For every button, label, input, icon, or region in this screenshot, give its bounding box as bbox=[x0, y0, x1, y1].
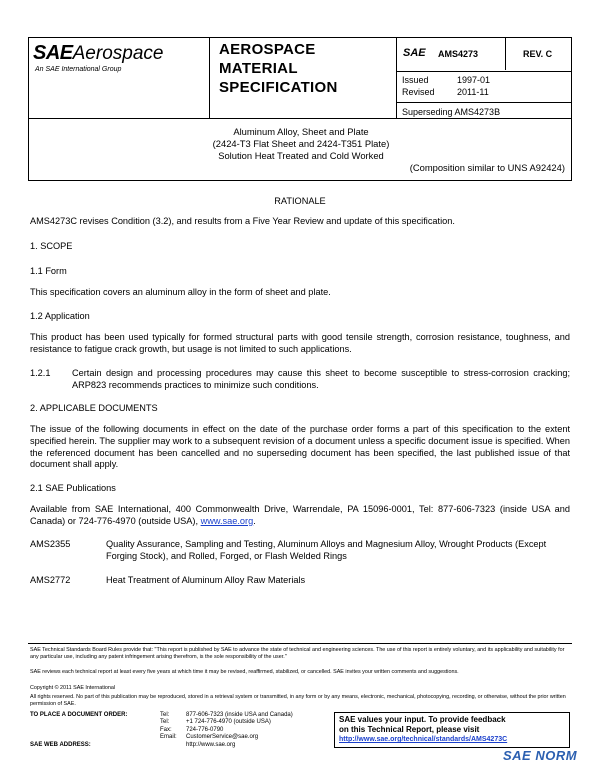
section-1-2-1-number: 1.2.1 bbox=[30, 368, 51, 378]
revised-label: Revised bbox=[402, 87, 435, 97]
rationale-heading: RATIONALE bbox=[274, 196, 326, 206]
sae-web-address[interactable]: http://www.sae.org bbox=[186, 741, 236, 748]
section-2-1-heading: 2.1 SAE Publications bbox=[30, 483, 116, 493]
section-2-1-text: Available from SAE International, 400 Commonwealth Drive, Warrendale, PA 15096-0001, Tel: 877-606-7323 (inside USA and Canada) or 724-776-4970 (outside USA), www.sae.org. bbox=[30, 504, 570, 526]
reference-code: AMS2772 bbox=[30, 575, 71, 585]
footer-rule bbox=[28, 643, 572, 644]
subject-box bbox=[28, 118, 572, 181]
section-1-heading: 1. SCOPE bbox=[30, 241, 73, 251]
customer-service-email[interactable]: CustomerService@sae.org bbox=[186, 734, 259, 741]
reference-title: Heat Treatment of Aluminum Alloy Raw Materials bbox=[106, 575, 306, 585]
sae-website-link[interactable]: www.sae.org bbox=[200, 515, 254, 526]
superseding-note: Superseding AMS4273B bbox=[402, 107, 501, 117]
section-1-2-text: This product has been used typically for formed structural parts with good tensile strength, corrosion resistance, toughness, and resistance to fatigue crack growth, but usage is not limited to such applications. bbox=[30, 332, 570, 354]
revision-label: REV. C bbox=[523, 49, 553, 59]
footer-rights-text: All rights reserved. No part of this publication may be reproduced, stored in a retrieval system or transmitted, in any form or by any means, electronic, mechanical, photocopying, recording, or otherwise, without the prior written permission of SAE. bbox=[30, 694, 566, 707]
web-address-label: SAE WEB ADDRESS: bbox=[30, 742, 91, 748]
order-label: TO PLACE A DOCUMENT ORDER: bbox=[30, 712, 128, 718]
sae-mark: SAE bbox=[403, 47, 426, 59]
section-1-2-1-text: Certain design and processing procedures may cause this sheet to become susceptible to stress-corrosion cracking; ARP823 recommends practices to minimize such conditions. bbox=[72, 368, 570, 390]
spec-number: AMS4273 bbox=[438, 49, 479, 59]
sae-norm-watermark: SAE NORM bbox=[503, 748, 578, 763]
subject-title: Aluminum Alloy, Sheet and Plate (2424-T3 Flat Sheet and 2424-T351 Plate) Solution Heat Treated and Cold Worked bbox=[212, 126, 390, 161]
footer-copyright: Copyright © 2011 SAE International bbox=[30, 685, 116, 691]
issued-date: 1997-01 bbox=[457, 75, 491, 85]
section-1-1-text: This specification covers an aluminum alloy in the form of sheet and plate. bbox=[30, 287, 331, 297]
composition-note: (Composition similar to UNS A92424) bbox=[409, 162, 565, 173]
feedback-box: SAE values your input. To provide feedback on this Technical Report, please visit http://www.sae.org/technical/standards/AMS4273C bbox=[334, 712, 570, 748]
footer-review-text: SAE reviews each technical report at least every five years at which time it may be revised, reaffirmed, stabilized, or cancelled. SAE invites your written comments and suggestions. bbox=[30, 669, 459, 675]
feedback-link[interactable]: http://www.sae.org/technical/standards/AMS4273C bbox=[339, 736, 508, 743]
footer-rules-text: SAE Technical Standards Board Rules provide that: "This report is published by SAE to advance the state of technical and engineering sciences. The use of this report is entirely voluntary, and its applicability and suitability for any particular use, including any patent infringement arising therefrom, is the sole responsibility of the user." bbox=[30, 647, 565, 660]
rationale-text: AMS4273C revises Condition (3.2), and results from a Five Year Review and update of this specification. bbox=[30, 216, 455, 226]
revised-date: 2011-11 bbox=[457, 87, 489, 97]
reference-code: AMS2355 bbox=[30, 539, 71, 549]
section-2-heading: 2. APPLICABLE DOCUMENTS bbox=[30, 403, 158, 413]
header-box bbox=[28, 37, 572, 119]
sae-aerospace-logo: SAEAerospace An SAE International Group bbox=[33, 42, 164, 73]
document-type-title: AEROSPACE MATERIAL SPECIFICATION bbox=[219, 41, 338, 96]
section-1-2-heading: 1.2 Application bbox=[30, 311, 90, 321]
order-contact-values: 877-606-7323 (inside USA and Canada) +1 724-776-4970 (outside USA) 724-776-0790 CustomerService@sae.org http://www.sae.org bbox=[186, 712, 293, 748]
issued-label: Issued bbox=[402, 75, 429, 85]
section-1-1-heading: 1.1 Form bbox=[30, 266, 67, 276]
reference-title: Quality Assurance, Sampling and Testing, Aluminum Alloys and Magnesium Alloy, Wrought Products (Except Forging Stock), and Rolled, Forged, or Flash Welded Rings bbox=[106, 539, 547, 561]
order-contact-labels: Tel: Tel: Fax: Email: bbox=[160, 712, 177, 741]
section-2-text: The issue of the following documents in effect on the date of the purchase order forms a part of this specification to the extent specified herein. The supplier may work to a subsequent revision of a document unless a specific document issue is specified. When the referenced document has been cancelled and no superseding document has been specified, the last published issue of that document shall apply. bbox=[30, 424, 570, 470]
